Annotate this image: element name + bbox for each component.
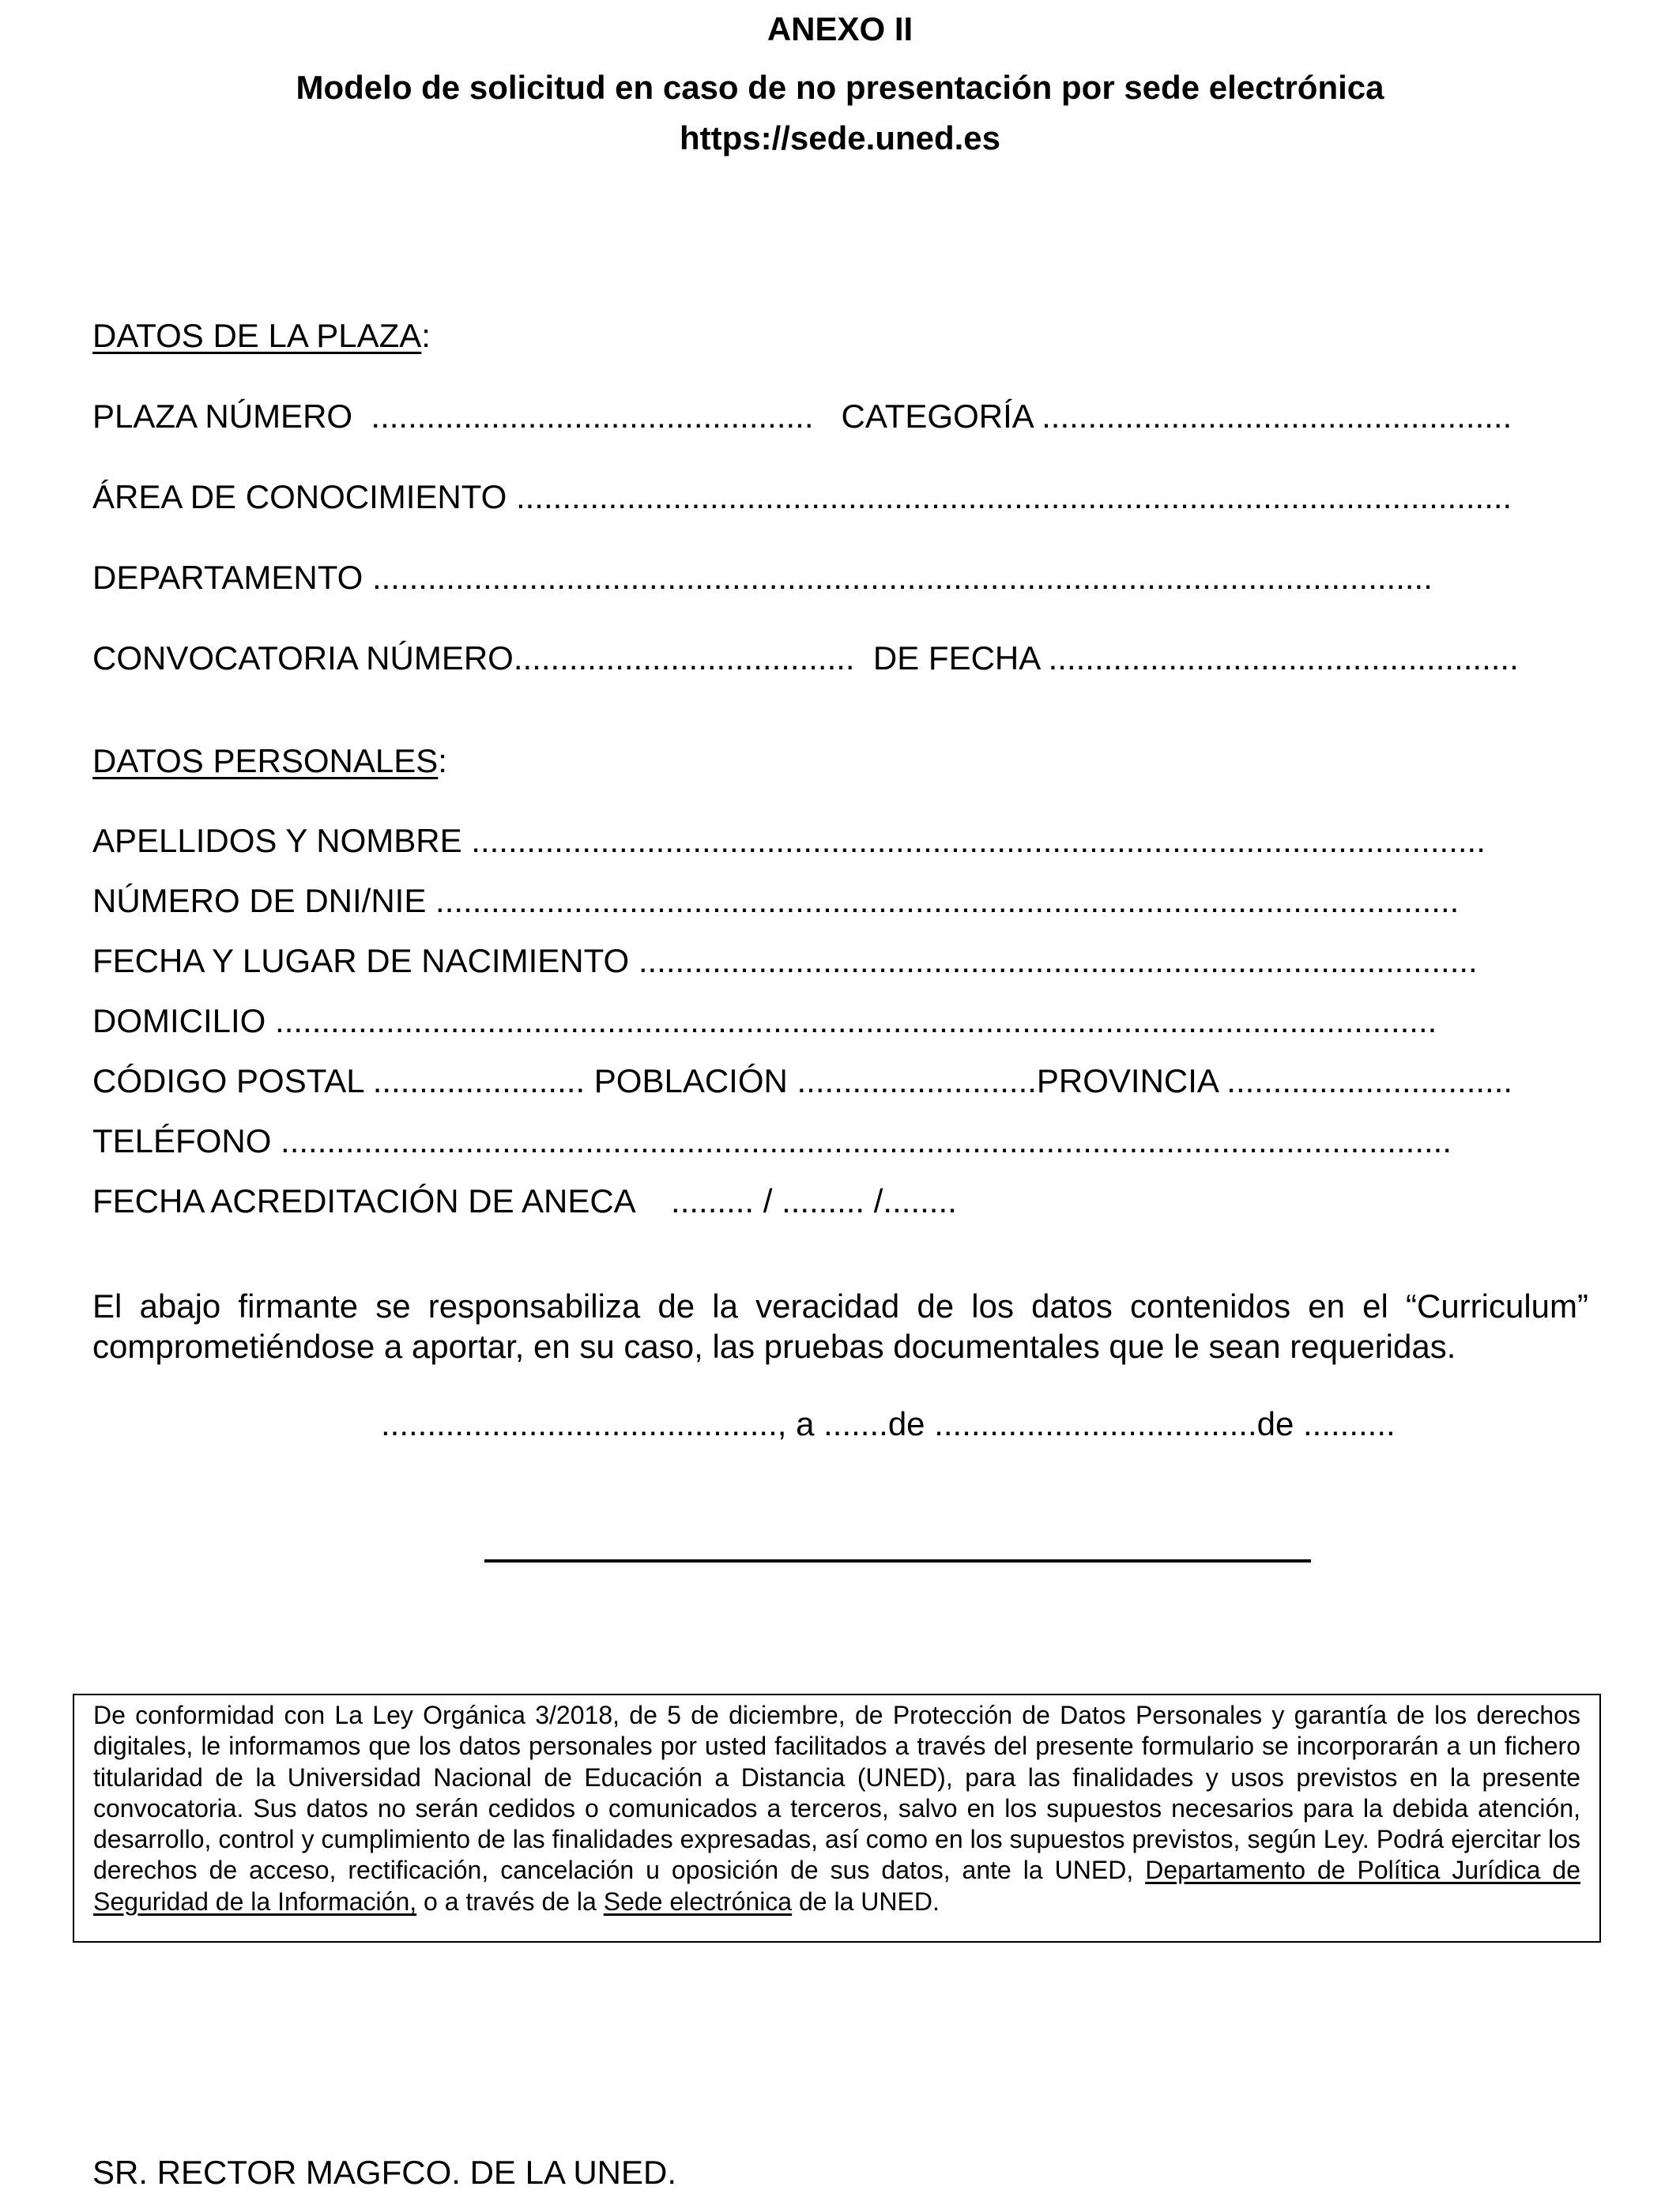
- apellidos-nombre-field: APELLIDOS Y NOMBRE ..............................................................................................................: [92, 822, 1486, 859]
- privacy-department-link[interactable]: Departamento de Política Jurídica de Seguridad de la Información,: [93, 1856, 1581, 1916]
- personales-heading-text: DATOS PERSONALES: [92, 742, 439, 779]
- privacy-notice-box: [73, 1694, 1601, 1943]
- privacy-text-main: De conformidad con La Ley Orgánica 3/2018, de 5 de diciembre, de Protección de Datos Personales y garantía de los derechos digitales, le informamos que los datos personales por usted facilitados a través del presente formulario se incorporarán a un fichero titularidad de la Universidad Nacional de Educación a Distancia (UNED), para las finalidades y usos previstos en la presente convocatoria. Sus datos no serán cedidos o comunicados a terceros, salvo en los supuestos necesarios para la debida atención, desarrollo, control y cumplimiento de las finalidades expresadas, así como en los supuestos previstos, según Ley. Podrá ejercitar los derechos de acceso, rectificación, cancelación u oposición de sus datos, ante la UNED,: [93, 1701, 1580, 1885]
- personales-heading: [92, 742, 447, 779]
- plaza-numero-field: PLAZA NÚMERO ................................................ CATEGORÍA ...................................................: [92, 398, 1512, 435]
- plaza-heading-text: DATOS DE LA PLAZA: [92, 317, 422, 354]
- domicilio-field: DOMICILIO ..............................................................................................................................: [92, 1002, 1437, 1039]
- annex-title: ANEXO II: [767, 10, 913, 47]
- codigo-postal-field: CÓDIGO POSTAL ....................... POBLACIÓN ..........................PROVINCIA ...............................: [92, 1062, 1513, 1099]
- date-place-line: ..........................................., a .......de ...................................de ..........: [381, 1405, 1396, 1442]
- signature-line: [484, 1559, 1311, 1563]
- aneca-date-field: FECHA ACREDITACIÓN DE ANECA ......... / ......... /........: [92, 1182, 957, 1220]
- personales-heading-colon: :: [438, 742, 447, 779]
- dni-nie-field: NÚMERO DE DNI/NIE ...............................................................................................................: [92, 882, 1460, 919]
- sede-url: https://sede.uned.es: [679, 119, 1001, 156]
- declaration-text: El abajo firmante se responsabiliza de la veracidad de los datos contenidos en el “Curriculum” comprometiéndose a aportar, en su caso, las pruebas documentales que le sean requeridas.: [92, 1287, 1588, 1365]
- privacy-text-end: de la UNED.: [792, 1887, 940, 1916]
- privacy-text-mid: o a través de la: [416, 1887, 604, 1916]
- sede-electronica-link[interactable]: Sede electrónica: [603, 1887, 793, 1916]
- telefono-field: TELÉFONO ...............................................................................................................................: [92, 1122, 1452, 1159]
- nacimiento-field: FECHA Y LUGAR DE NACIMIENTO ...........................................................................................: [92, 942, 1478, 979]
- addressee-footer: SR. RECTOR MAGFCO. DE LA UNED.: [92, 2154, 676, 2191]
- privacy-notice-text: [93, 1700, 1580, 1917]
- plaza-heading: [92, 319, 431, 352]
- area-conocimiento-field: ÁREA DE CONOCIMIENTO ............................................................................................................: [92, 478, 1512, 515]
- departamento-field: DEPARTAMENTO ...................................................................................................................: [92, 559, 1433, 596]
- convocatoria-field: CONVOCATORIA NÚMERO..................................... DE FECHA ...................................................: [92, 639, 1519, 677]
- plaza-heading-colon: :: [421, 317, 431, 354]
- form-subtitle: Modelo de solicitud en caso de no presentación por sede electrónica: [296, 69, 1384, 106]
